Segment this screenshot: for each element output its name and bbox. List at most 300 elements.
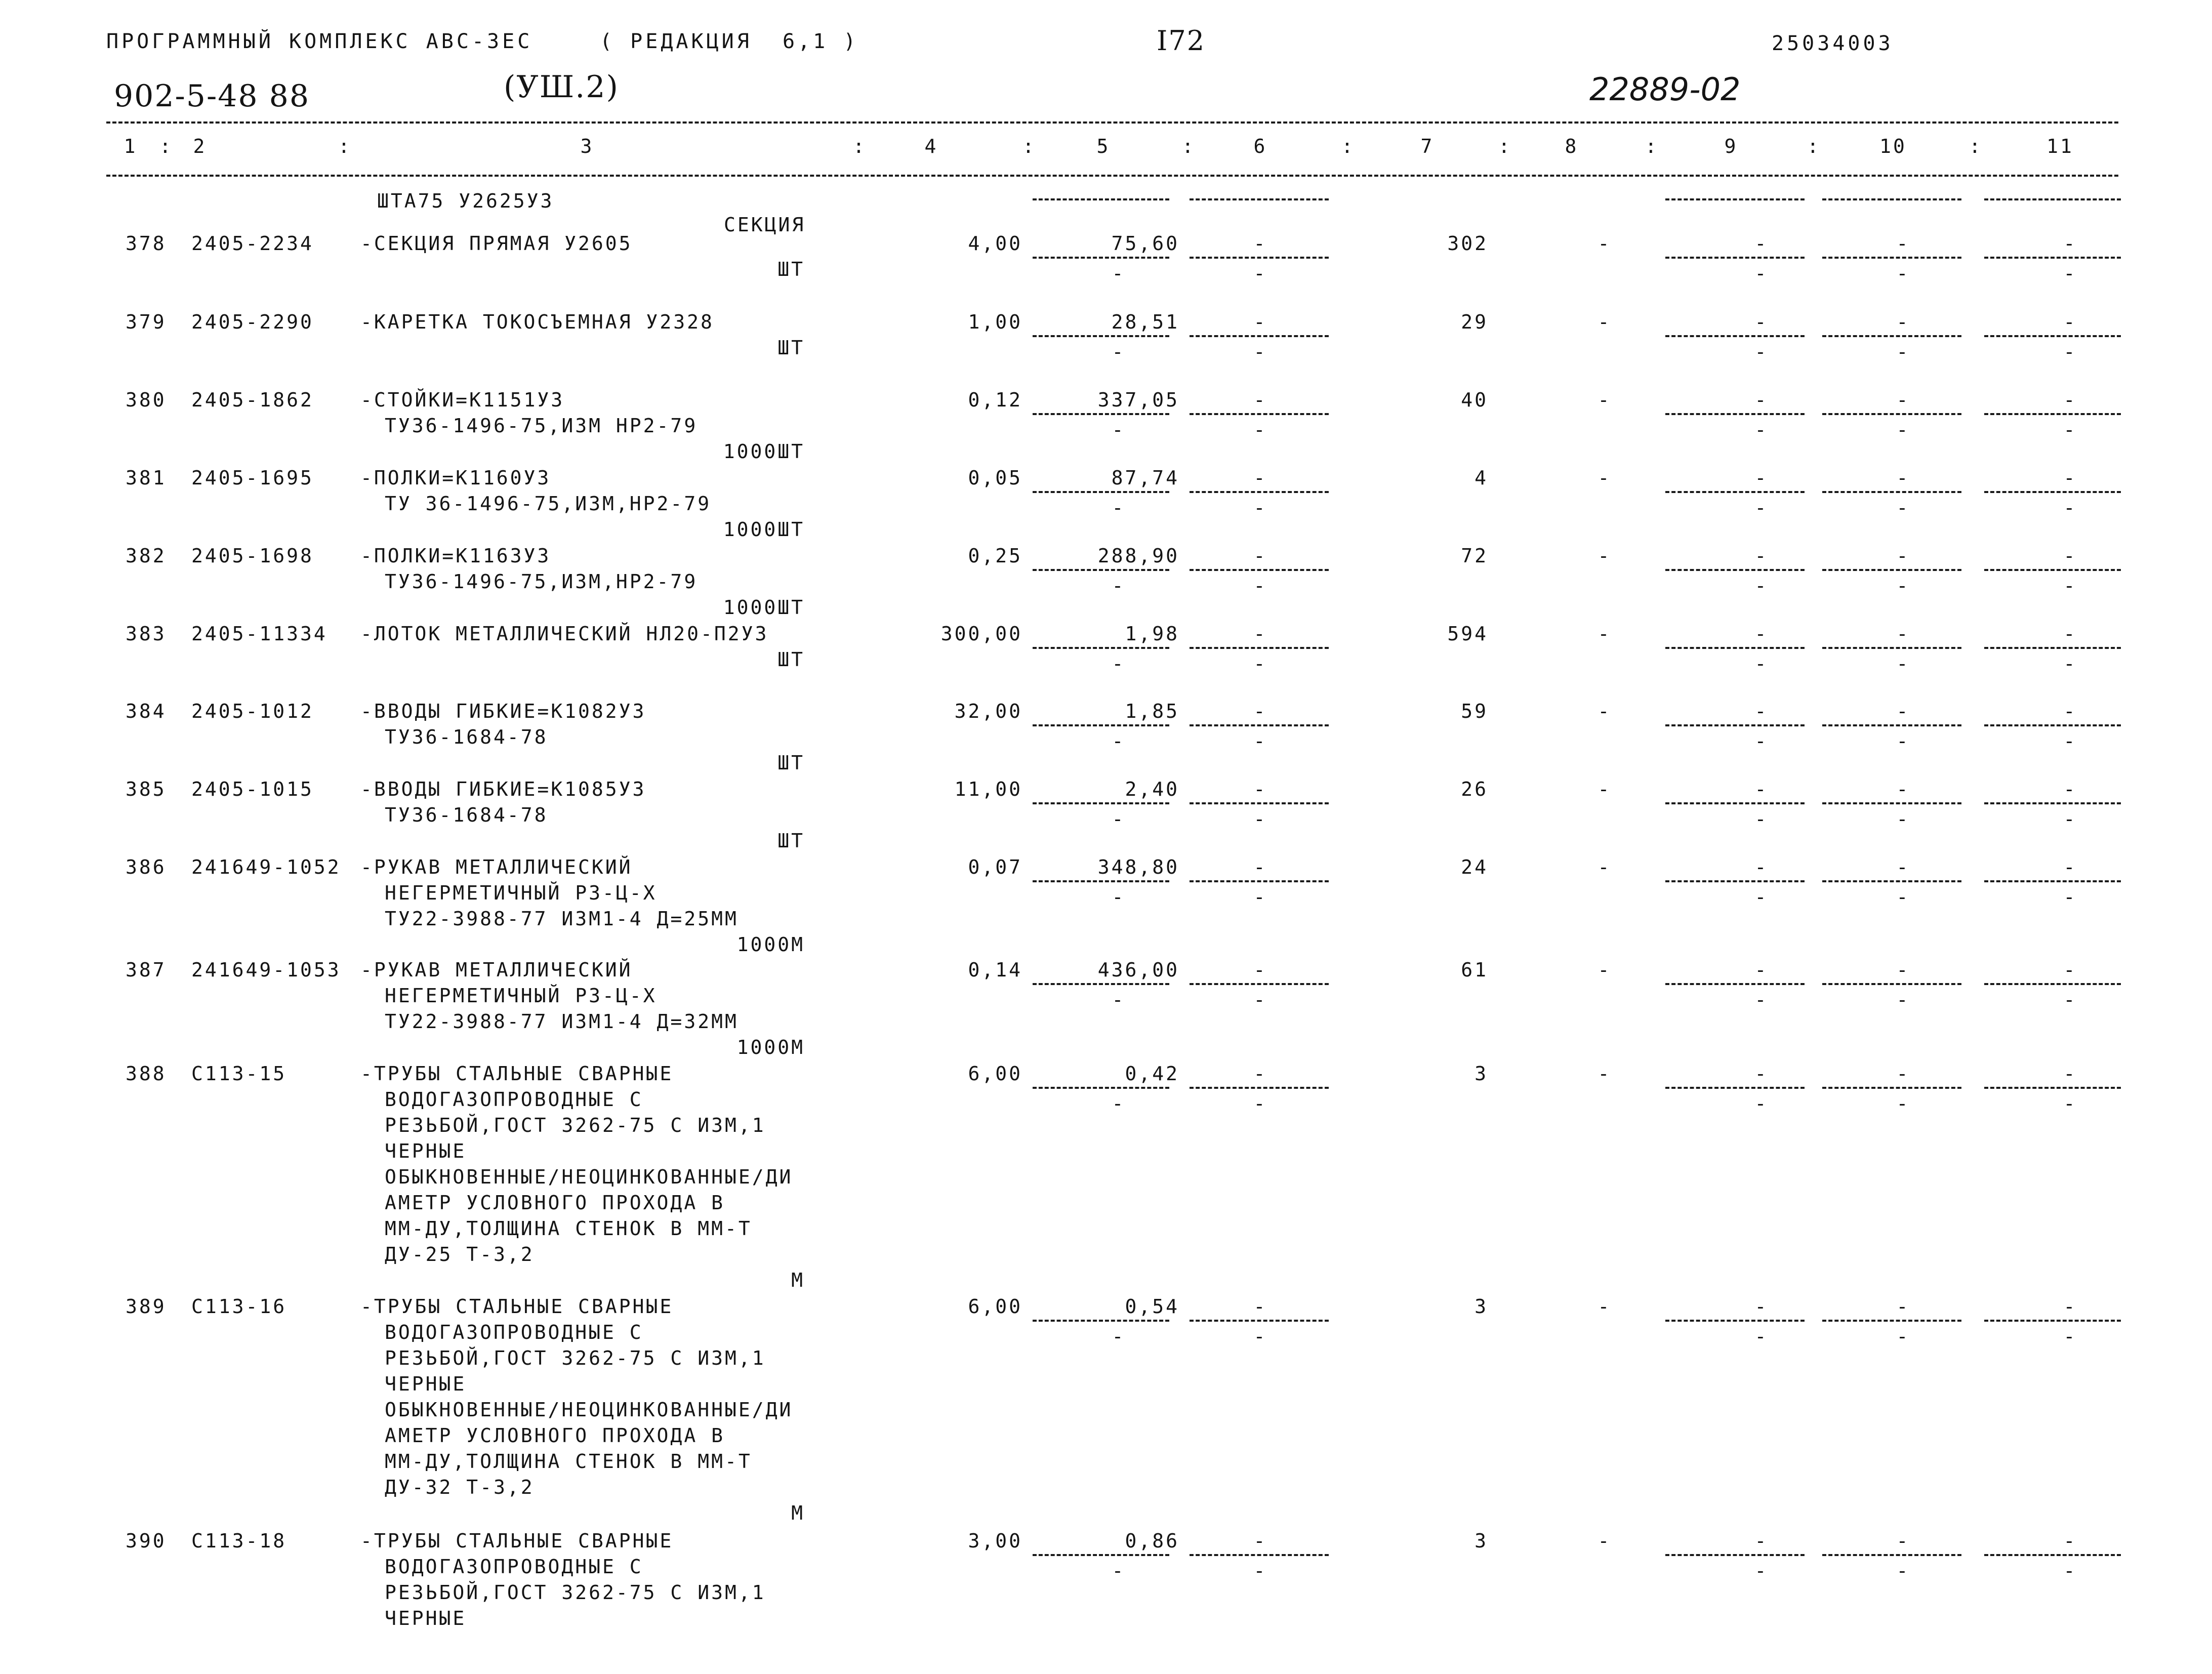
sub-rule [1984, 983, 2121, 985]
volume-label: (УШ.2) [504, 69, 619, 105]
item-name-line: ДУ-32 Т-3,2 [385, 1476, 535, 1498]
col11-value: - [2063, 1295, 2077, 1318]
item-name-line: -РУКАВ МЕТАЛЛИЧЕСКИЙ [360, 959, 633, 981]
col11-value: - [2063, 389, 2077, 411]
quantity: 0,14 [968, 959, 1022, 981]
row-number: 382 [126, 545, 167, 567]
item-name-line: ВОДОГАЗОПРОВОДНЫЕ С [385, 1556, 643, 1578]
unit-of-measure: М [791, 1502, 805, 1524]
row-number: 379 [126, 311, 167, 333]
cell-dash: - [1896, 575, 1910, 597]
item-name-line: НЕГЕРМЕТИЧНЫЙ Р3-Ц-Х [385, 985, 657, 1007]
sub-rule [1665, 880, 1805, 882]
col11-value: - [2063, 623, 2077, 645]
item-name-line: -ПОЛКИ=К1163У3 [360, 545, 551, 567]
sub-rule [1190, 569, 1329, 571]
total-cost: 59 [1461, 700, 1488, 722]
item-code: С113-16 [191, 1295, 287, 1318]
col8-value: - [1597, 389, 1612, 411]
sub-rule [1665, 491, 1805, 493]
row-number: 381 [126, 467, 167, 489]
item-name-line: -РУКАВ МЕТАЛЛИЧЕСКИЙ [360, 856, 633, 878]
col10-value: - [1896, 232, 1910, 255]
col6-lower-value: - [1253, 419, 1267, 441]
col6-value: - [1253, 389, 1267, 411]
item-name-line: АМЕТР УСЛОВНОГО ПРОХОДА В [385, 1192, 725, 1214]
sub-rule [1822, 983, 1961, 985]
total-cost: 40 [1461, 389, 1488, 411]
col6-lower-value: - [1253, 497, 1267, 519]
col11-value: - [2063, 545, 2077, 567]
cell-dash: - [2063, 262, 2077, 284]
cell-dash: - [1896, 1325, 1910, 1348]
document-code: 25034003 [1772, 32, 1894, 55]
cell-dash: - [2063, 808, 2077, 830]
item-name-line: НЕГЕРМЕТИЧНЫЙ Р3-Ц-Х [385, 882, 657, 904]
col5-lower-value: - [1112, 575, 1126, 597]
item-name-line: ТУ36-1496-75,ИЗМ НР2-79 [385, 415, 698, 437]
sub-rule [1984, 198, 2121, 200]
header-bottom-rule [106, 175, 2118, 177]
sub-rule [1984, 569, 2121, 571]
quantity: 11,00 [954, 778, 1022, 800]
item-name-line: -ВВОДЫ ГИБКИЕ=К1085У3 [360, 778, 646, 800]
item-name-line: -ТРУБЫ СТАЛЬНЫЕ СВАРНЫЕ [360, 1063, 674, 1085]
item-name-line: -ТРУБЫ СТАЛЬНЫЕ СВАРНЫЕ [360, 1295, 674, 1318]
sub-rule [1665, 647, 1805, 649]
column-number: 10 [1879, 135, 1907, 157]
cell-dash: - [1754, 575, 1769, 597]
col5-lower-value: - [1112, 341, 1126, 363]
sub-rule [1033, 198, 1169, 200]
sub-rule [1984, 1554, 2121, 1556]
sub-rule [1984, 802, 2121, 804]
column-separator: : [1645, 135, 1659, 157]
cell-dash: - [1896, 1092, 1910, 1115]
sub-rule [1984, 1087, 2121, 1089]
column-separator: : [1022, 135, 1036, 157]
sub-rule [1665, 335, 1805, 337]
quantity: 32,00 [954, 700, 1022, 722]
col5-lower-value: - [1112, 262, 1126, 284]
col6-lower-value: - [1253, 341, 1267, 363]
sub-rule [1190, 724, 1329, 726]
total-cost: 61 [1461, 959, 1488, 981]
col9-value: - [1754, 1063, 1769, 1085]
unit-of-measure: 1000ШТ [723, 440, 805, 463]
sub-rule [1190, 257, 1329, 259]
total-cost: 3 [1474, 1063, 1488, 1085]
row-number: 385 [126, 778, 167, 800]
col6-lower-value: - [1253, 808, 1267, 830]
row-number: 390 [126, 1530, 167, 1552]
col6-lower-value: - [1253, 652, 1267, 675]
sub-rule [1033, 1320, 1169, 1322]
col11-value: - [2063, 959, 2077, 981]
cell-dash: - [1896, 808, 1910, 830]
item-name-line: ВОДОГАЗОПРОВОДНЫЕ С [385, 1088, 643, 1111]
col10-value: - [1896, 1295, 1910, 1318]
sub-rule [1822, 724, 1961, 726]
sub-rule [1984, 880, 2121, 882]
unit-of-measure: ШТ [777, 648, 805, 671]
total-cost: 72 [1461, 545, 1488, 567]
unit-of-measure: ШТ [777, 258, 805, 280]
col10-value: - [1896, 389, 1910, 411]
item-name-line: -ВВОДЫ ГИБКИЕ=К1082У3 [360, 700, 646, 722]
col10-value: - [1896, 778, 1910, 800]
col11-value: - [2063, 1530, 2077, 1552]
sub-rule [1033, 335, 1169, 337]
col6-value: - [1253, 623, 1267, 645]
col8-value: - [1597, 232, 1612, 255]
unit-price: 2,40 [1125, 778, 1179, 800]
row-number: 387 [126, 959, 167, 981]
edition-label: ( РЕДАКЦИЯ 6,1 ) [600, 30, 859, 53]
cell-dash: - [1754, 652, 1769, 675]
unit-price: 436,00 [1097, 959, 1179, 981]
col8-value: - [1597, 1530, 1612, 1552]
quantity: 0,25 [968, 545, 1022, 567]
item-code: 2405-1695 [191, 467, 314, 489]
col11-value: - [2063, 856, 2077, 878]
col8-value: - [1597, 1295, 1612, 1318]
unit-of-measure: 1000М [736, 933, 805, 956]
column-number: 3 [580, 135, 594, 157]
quantity: 4,00 [968, 232, 1022, 255]
col6-lower-value: - [1253, 575, 1267, 597]
sub-rule [1822, 1554, 1961, 1556]
total-cost: 4 [1474, 467, 1488, 489]
item-name-line: ЧЕРНЫЕ [385, 1607, 467, 1629]
sub-rule [1033, 983, 1169, 985]
quantity: 0,12 [968, 389, 1022, 411]
cell-dash: - [1896, 341, 1910, 363]
col6-lower-value: - [1253, 730, 1267, 752]
col9-value: - [1754, 467, 1769, 489]
total-cost: 3 [1474, 1530, 1488, 1552]
sub-rule [1822, 198, 1961, 200]
col5-lower-value: - [1112, 1560, 1126, 1582]
col5-lower-value: - [1112, 419, 1126, 441]
row-number: 383 [126, 623, 167, 645]
unit-price: 1,85 [1125, 700, 1179, 722]
cell-dash: - [1754, 262, 1769, 284]
sub-rule [1984, 647, 2121, 649]
sub-rule [1190, 1087, 1329, 1089]
col9-value: - [1754, 959, 1769, 981]
unit-price: 288,90 [1097, 545, 1179, 567]
col10-value: - [1896, 623, 1910, 645]
item-name-line: -КАРЕТКА ТОКОСЪЕМНАЯ У2328 [360, 311, 714, 333]
cell-dash: - [2063, 1325, 2077, 1348]
col8-value: - [1597, 856, 1612, 878]
item-name-line: ЧЕРНЫЕ [385, 1373, 467, 1395]
sub-rule [1822, 257, 1961, 259]
col8-value: - [1597, 467, 1612, 489]
sub-rule [1190, 1554, 1329, 1556]
item-name-line: ТУ22-3988-77 ИЗМ1-4 Д=25ММ [385, 908, 739, 930]
cell-dash: - [1754, 497, 1769, 519]
sub-rule [1665, 1087, 1805, 1089]
sub-rule [1822, 491, 1961, 493]
col5-lower-value: - [1112, 730, 1126, 752]
unit-of-measure: 1000М [736, 1036, 805, 1058]
sub-rule [1190, 647, 1329, 649]
item-name-line: РЕЗЬБОЙ,ГОСТ 3262-75 С ИЗМ,1 [385, 1347, 766, 1369]
sub-rule [1822, 569, 1961, 571]
cell-dash: - [1896, 1560, 1910, 1582]
total-cost: 29 [1461, 311, 1488, 333]
sub-rule [1033, 880, 1169, 882]
sub-rule [1984, 491, 2121, 493]
page-number: I72 [1157, 25, 1206, 57]
unit-price: 87,74 [1111, 467, 1179, 489]
sub-rule [1190, 335, 1329, 337]
cell-dash: - [1754, 730, 1769, 752]
column-separator: : [1341, 135, 1355, 157]
item-name-line: -ТРУБЫ СТАЛЬНЫЕ СВАРНЫЕ [360, 1530, 674, 1552]
col8-value: - [1597, 1063, 1612, 1085]
unit-price: 0,54 [1125, 1295, 1179, 1318]
sub-rule [1665, 983, 1805, 985]
col8-value: - [1597, 623, 1612, 645]
cell-dash: - [1754, 1092, 1769, 1115]
sub-rule [1190, 413, 1329, 415]
col9-value: - [1754, 623, 1769, 645]
column-number: 6 [1253, 135, 1267, 157]
col10-value: - [1896, 700, 1910, 722]
sub-rule [1190, 983, 1329, 985]
sub-rule [1822, 413, 1961, 415]
sub-rule [1033, 413, 1169, 415]
sub-rule [1190, 880, 1329, 882]
sub-rule [1984, 257, 2121, 259]
cell-dash: - [1896, 730, 1910, 752]
album-number: 22889-02 [1589, 71, 1741, 108]
col5-lower-value: - [1112, 497, 1126, 519]
item-name-line: ДУ-25 Т-3,2 [385, 1243, 535, 1265]
item-code: 241649-1052 [191, 856, 341, 878]
item-name-line: ЧЕРНЫЕ [385, 1140, 467, 1162]
col6-value: - [1253, 232, 1267, 255]
cell-dash: - [2063, 1560, 2077, 1582]
cell-dash: - [1754, 1325, 1769, 1348]
row-number: 386 [126, 856, 167, 878]
col9-value: - [1754, 545, 1769, 567]
item-code: 2405-1862 [191, 389, 314, 411]
cell-dash: - [2063, 730, 2077, 752]
unit-price: 1,98 [1125, 623, 1179, 645]
sub-rule [1665, 569, 1805, 571]
quantity: 300,00 [940, 623, 1022, 645]
cell-dash: - [1754, 419, 1769, 441]
cell-dash: - [2063, 886, 2077, 908]
item-name-line: -ЛОТОК МЕТАЛЛИЧЕСКИЙ НЛ20-П2У3 [360, 623, 769, 645]
column-separator: : [853, 135, 867, 157]
col10-value: - [1896, 959, 1910, 981]
unit-of-measure: ШТ [777, 830, 805, 852]
col11-value: - [2063, 700, 2077, 722]
col10-value: - [1896, 545, 1910, 567]
sub-rule [1665, 1320, 1805, 1322]
sub-rule [1822, 335, 1961, 337]
item-name-line: РЕЗЬБОЙ,ГОСТ 3262-75 С ИЗМ,1 [385, 1114, 766, 1136]
col6-lower-value: - [1253, 989, 1267, 1011]
cell-dash: - [2063, 1092, 2077, 1115]
col11-value: - [2063, 778, 2077, 800]
item-code: 2405-11334 [191, 623, 327, 645]
col10-value: - [1896, 1530, 1910, 1552]
sub-rule [1190, 1320, 1329, 1322]
cell-dash: - [1896, 419, 1910, 441]
total-cost: 594 [1447, 623, 1488, 645]
sub-rule [1033, 1087, 1169, 1089]
item-name-line: -СТОЙКИ=К1151У3 [360, 389, 565, 411]
column-number: 7 [1420, 135, 1435, 157]
cell-dash: - [1896, 497, 1910, 519]
sub-rule [1033, 569, 1169, 571]
col9-value: - [1754, 856, 1769, 878]
col9-value: - [1754, 778, 1769, 800]
cell-dash: - [1896, 886, 1910, 908]
col5-lower-value: - [1112, 989, 1126, 1011]
sub-rule [1984, 1320, 2121, 1322]
sub-rule [1665, 1554, 1805, 1556]
sub-rule [1190, 491, 1329, 493]
sub-rule [1033, 647, 1169, 649]
column-separator: : [1182, 135, 1196, 157]
col6-value: - [1253, 311, 1267, 333]
total-cost: 26 [1461, 778, 1488, 800]
cell-dash: - [1896, 262, 1910, 284]
sub-rule [1665, 413, 1805, 415]
quantity: 1,00 [968, 311, 1022, 333]
col6-value: - [1253, 959, 1267, 981]
item-name-line: ТУ22-3988-77 ИЗМ1-4 Д=32ММ [385, 1010, 739, 1033]
col8-value: - [1597, 700, 1612, 722]
total-cost: 3 [1474, 1295, 1488, 1318]
col10-value: - [1896, 467, 1910, 489]
column-separator: : [338, 135, 352, 157]
item-name-line: ОБЫКНОВЕННЫЕ/НЕОЦИНКОВАННЫЕ/ДИ [385, 1399, 793, 1421]
item-code: 2405-2234 [191, 232, 314, 255]
quantity: 6,00 [968, 1063, 1022, 1085]
col8-value: - [1597, 545, 1612, 567]
column-number: 8 [1565, 135, 1579, 157]
item-name-line: ВОДОГАЗОПРОВОДНЫЕ С [385, 1321, 643, 1343]
col11-value: - [2063, 1063, 2077, 1085]
column-number: 11 [2046, 135, 2074, 157]
pre-row-designation: ШТА75 У2625У3 [377, 190, 554, 212]
col11-value: - [2063, 467, 2077, 489]
col8-value: - [1597, 959, 1612, 981]
col6-value: - [1253, 856, 1267, 878]
pre-row-unit: СЕКЦИЯ [724, 214, 806, 236]
unit-price: 75,60 [1111, 232, 1179, 255]
col10-value: - [1896, 311, 1910, 333]
item-code: С113-18 [191, 1530, 287, 1552]
cell-dash: - [2063, 497, 2077, 519]
sub-rule [1033, 724, 1169, 726]
sub-rule [1033, 1554, 1169, 1556]
col9-value: - [1754, 232, 1769, 255]
item-name-line: ОБЫКНОВЕННЫЕ/НЕОЦИНКОВАННЫЕ/ДИ [385, 1166, 793, 1188]
item-name-line: -СЕКЦИЯ ПРЯМАЯ У2605 [360, 232, 633, 255]
row-number: 389 [126, 1295, 167, 1318]
sub-rule [1665, 802, 1805, 804]
col10-value: - [1896, 856, 1910, 878]
item-name-line: ММ-ДУ,ТОЛЩИНА СТЕНОК В ММ-Т [385, 1217, 752, 1240]
sub-rule [1033, 491, 1169, 493]
item-name-line: РЕЗЬБОЙ,ГОСТ 3262-75 С ИЗМ,1 [385, 1581, 766, 1604]
col11-value: - [2063, 311, 2077, 333]
item-code: С113-15 [191, 1063, 287, 1085]
col11-value: - [2063, 232, 2077, 255]
col5-lower-value: - [1112, 1325, 1126, 1348]
sub-rule [1033, 802, 1169, 804]
sub-rule [1822, 880, 1961, 882]
unit-of-measure: ШТ [777, 337, 805, 359]
column-number: 4 [924, 135, 938, 157]
sub-rule [1033, 257, 1169, 259]
column-separator: : [1969, 135, 1983, 157]
item-name-line: ТУ36-1684-78 [385, 726, 548, 748]
unit-of-measure: ШТ [777, 752, 805, 774]
sub-rule [1190, 802, 1329, 804]
col6-value: - [1253, 1530, 1267, 1552]
column-number: 5 [1096, 135, 1111, 157]
column-number: 2 [193, 135, 207, 157]
unit-price: 348,80 [1097, 856, 1179, 878]
col6-value: - [1253, 545, 1267, 567]
cell-dash: - [2063, 341, 2077, 363]
cell-dash: - [2063, 575, 2077, 597]
row-number: 378 [126, 232, 167, 255]
column-separator: : [1807, 135, 1821, 157]
unit-price: 337,05 [1097, 389, 1179, 411]
column-separator: : [1498, 135, 1512, 157]
col8-value: - [1597, 311, 1612, 333]
col9-value: - [1754, 1530, 1769, 1552]
cell-dash: - [1896, 989, 1910, 1011]
quantity: 3,00 [968, 1530, 1022, 1552]
header-top-rule [106, 121, 2118, 124]
sub-rule [1984, 413, 2121, 415]
sub-rule [1984, 335, 2121, 337]
sub-rule [1822, 1320, 1961, 1322]
item-name-line: ТУ36-1684-78 [385, 804, 548, 826]
unit-price: 28,51 [1111, 311, 1179, 333]
item-code: 2405-1012 [191, 700, 314, 722]
column-separator: : [159, 135, 173, 157]
cell-dash: - [1754, 886, 1769, 908]
col6-lower-value: - [1253, 1092, 1267, 1115]
col6-value: - [1253, 467, 1267, 489]
project-number: 902-5-48 88 [114, 78, 310, 114]
col10-value: - [1896, 1063, 1910, 1085]
col9-value: - [1754, 700, 1769, 722]
quantity: 0,05 [968, 467, 1022, 489]
col9-value: - [1754, 389, 1769, 411]
cell-dash: - [2063, 419, 2077, 441]
column-number: 9 [1724, 135, 1738, 157]
total-cost: 24 [1461, 856, 1488, 878]
col9-value: - [1754, 311, 1769, 333]
unit-price: 0,86 [1125, 1530, 1179, 1552]
sub-rule [1822, 1087, 1961, 1089]
sub-rule [1984, 724, 2121, 726]
